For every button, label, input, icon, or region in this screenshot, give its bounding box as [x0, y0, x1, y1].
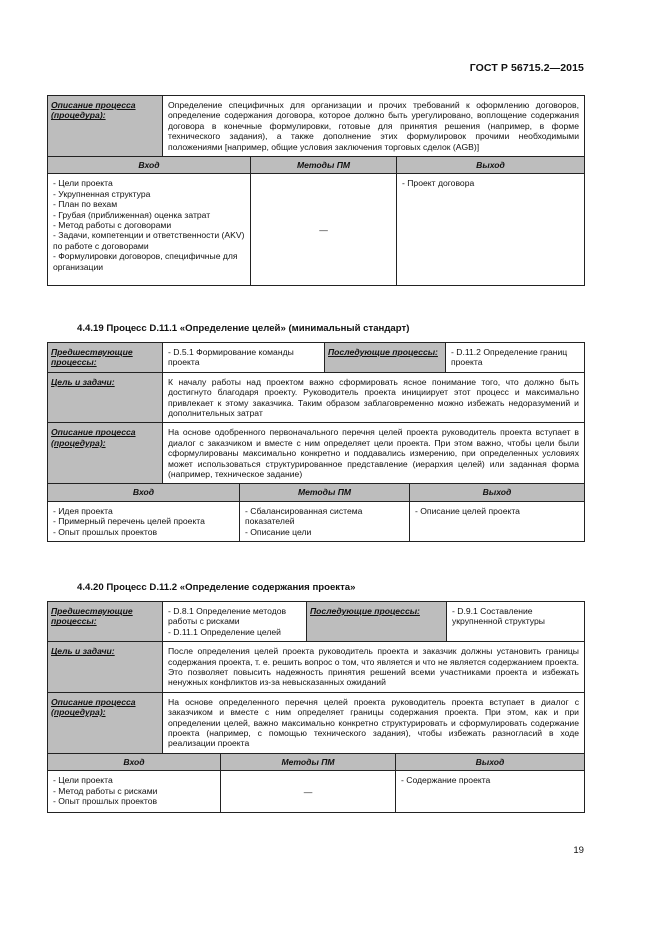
- list-item: - Укрупненная структура: [53, 188, 151, 199]
- input-header: Вход: [48, 157, 251, 174]
- list-item: - Цели проекта: [53, 178, 113, 189]
- successor-value: - D.9.1 Составление укрупненной структуры: [447, 602, 585, 642]
- predecessor-value: - D.5.1 Формирование команды проекта: [163, 343, 325, 373]
- goal-text: После определения целей проекта руководитель проекта и заказчик должны установить границы содержания проекта, т. е. решить вопрос о том, что является и что не является содержанием проекта. Это позволяет повысить надежность принятия решений всеми участниками проекта и избежать ненужных конфликтов из-за невысказанных ожиданий: [163, 642, 585, 693]
- output-list: [410, 501, 585, 541]
- goal-label: Цель и задачи:: [48, 372, 163, 423]
- list-item: - Содержание проекта: [401, 775, 491, 786]
- list-item: - D.8.1 Определение методов работы с рисками: [168, 606, 287, 627]
- successor-value: - D.11.2 Определение границ проекта: [446, 343, 585, 373]
- predecessor-value: [163, 602, 307, 642]
- output-header: Выход: [410, 484, 585, 501]
- process-table-d10: [47, 95, 584, 286]
- predecessor-label: Предшествующие процессы:: [48, 343, 163, 373]
- list-item: - Опыт прошлых проектов: [53, 526, 158, 537]
- list-item: - Описание цели: [245, 526, 312, 537]
- process-description-text: Определение специфичных для организации и прочих требований к оформлению договоров, определение содержания договора, которое должно быть урегулировано, воплощение содержания договора в конечные формулировки, готовые для принятия решения (например, в форме технического задания), а также дополнение этих формулировок прочими необходимыми положениями [например, общие условия заключения торговых сделок (AGB)]: [163, 96, 585, 157]
- list-item: - Метод работы с рисками: [53, 785, 158, 796]
- methods-header: Методы ПМ: [251, 157, 397, 174]
- output-header: Выход: [396, 753, 585, 770]
- output-header: Выход: [397, 157, 585, 174]
- section-title-d11-1: 4.4.19 Процесс D.11.1 «Определение целей» (минимальный стандарт): [77, 323, 410, 334]
- process-description-label: Описание процесса (процедура):: [48, 692, 163, 753]
- list-item: - Метод работы с договорами: [53, 220, 172, 231]
- process-description-text: На основе определенного перечня целей проекта руководитель проекта вступает в диалог с заказчиком и вместе с ним определяет границы содержания проекта. При этом, как и при определении целей, важно максимально конкретно структурировать и сформулировать содержание проекта (например, с помощью технического задания), чтобы избежать разногласий в ходе реализации проекта: [163, 692, 585, 753]
- list-item: - D.11.1 Определение целей: [168, 626, 281, 637]
- process-table-d11-2: [47, 601, 584, 813]
- process-description-label: Описание процесса (процедура):: [48, 423, 163, 484]
- input-list: [48, 771, 221, 813]
- goal-label: Цель и задачи:: [48, 642, 163, 693]
- list-item: - Описание целей проекта: [415, 505, 520, 516]
- list-item: - План по вехам: [53, 199, 118, 210]
- list-item: - Идея проекта: [53, 505, 113, 516]
- predecessor-label: Предшествующие процессы:: [48, 602, 163, 642]
- list-item: - Сбалансированная система показателей: [245, 505, 363, 527]
- methods-header: Методы ПМ: [221, 753, 396, 770]
- input-list: [48, 501, 240, 541]
- successor-label: Последующие процессы:: [325, 343, 446, 373]
- goal-text: К началу работы над проектом важно сформировать ясное понимание того, что должно быть достигнуто благодаря проекту. Руководитель проекта инициирует этот процесс и максимально привлекает к этому заказчика. Таким образом заблаговременно можно избежать недоразумений и дополнительных затрат: [163, 372, 585, 423]
- successor-label: Последующие процессы:: [307, 602, 447, 642]
- methods-cell: —: [251, 174, 397, 286]
- methods-header: Методы ПМ: [240, 484, 410, 501]
- methods-cell: —: [221, 771, 396, 813]
- list-item: - Проект договора: [402, 178, 475, 189]
- list-item: - Цели проекта: [53, 775, 113, 786]
- list-item: - Примерный перечень целей проекта: [53, 516, 205, 527]
- input-header: Вход: [48, 484, 240, 501]
- document-id: ГОСТ Р 56715.2—2015: [469, 62, 584, 74]
- list-item: - Формулировки договоров, специфичные для организации: [53, 251, 238, 272]
- page-number: 19: [573, 845, 584, 856]
- list-item: - Задачи, компетенции и ответственности (AKV) по работе с договорами: [53, 230, 245, 251]
- process-description-text: На основе одобренного первоначального перечня целей проекта руководитель проекта вступает в диалог с заказчиком и вместе с ним определяет цели проекта. При этом важно, чтобы цели были сформулированы максимально конкретно и поддавались измерению, при определенных условиях может использоваться структурированное представление (иерархия целей) или заданная форма (например, техническое задание): [163, 423, 585, 484]
- list-item: - Опыт прошлых проектов: [53, 796, 158, 807]
- process-description-label: Описание процесса (процедура):: [48, 96, 163, 157]
- section-title-d11-2: 4.4.20 Процесс D.11.2 «Определение содержания проекта»: [77, 582, 356, 593]
- list-item: - Грубая (приближенная) оценка затрат: [53, 209, 211, 220]
- input-header: Вход: [48, 753, 221, 770]
- output-list: [396, 771, 585, 813]
- process-table-d11-1: [47, 342, 584, 542]
- output-list: [397, 174, 585, 286]
- input-list: [48, 174, 251, 286]
- methods-list: [240, 501, 410, 541]
